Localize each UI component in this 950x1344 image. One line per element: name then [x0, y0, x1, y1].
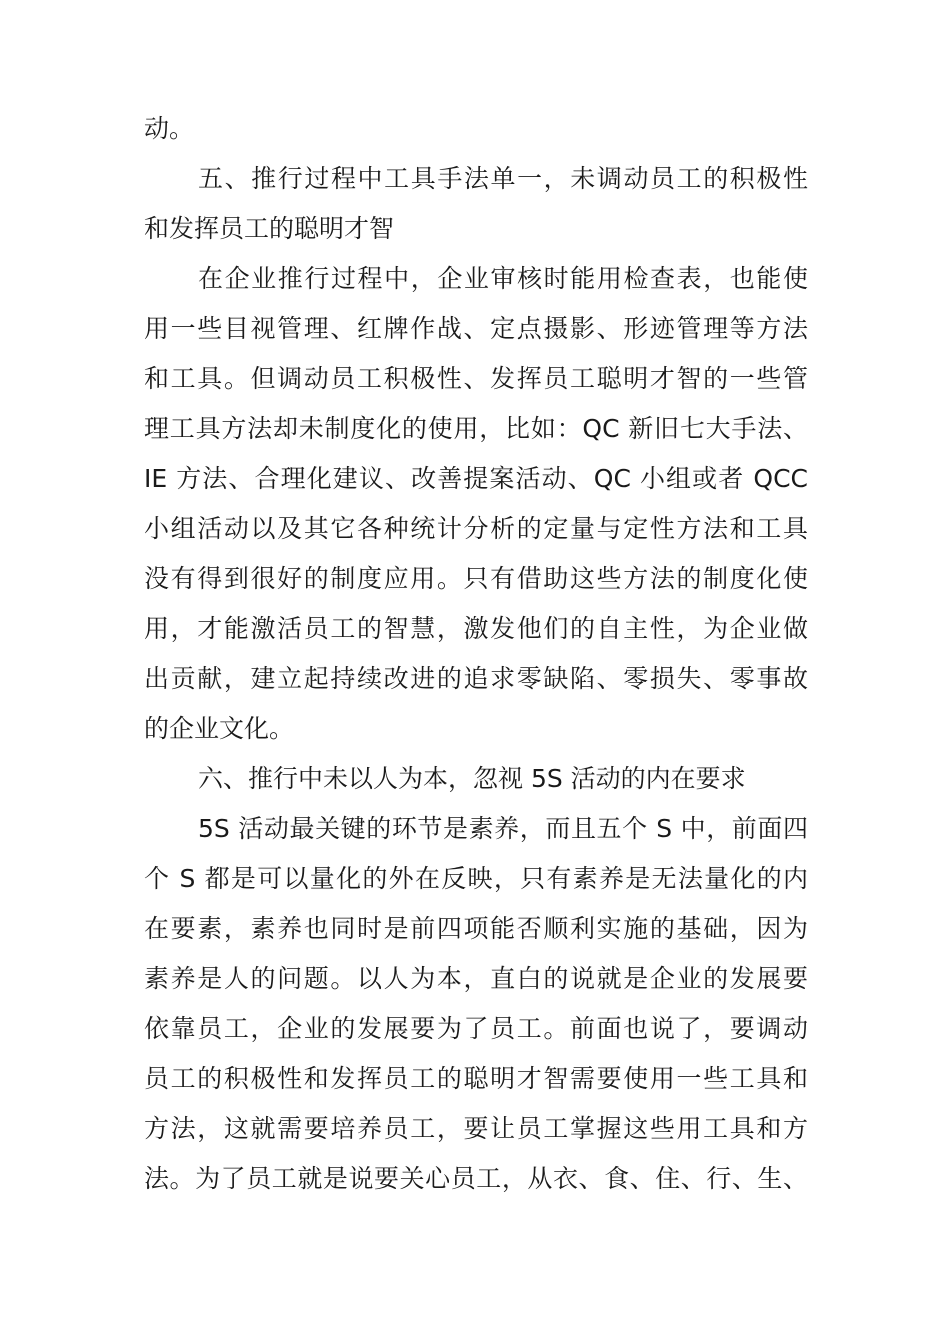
body-text	[144, 104, 808, 1204]
paragraph-line: 和工具。但调动员工积极性、发挥员工聪明才智的一些管	[144, 364, 808, 393]
paragraph-line: 没有得到很好的制度应用。只有借助这些方法的制度化使	[144, 564, 808, 593]
paragraph-line: IE 方法、合理化建议、改善提案活动、QC 小组或者 QCC	[144, 464, 808, 493]
paragraph-line: 小组活动以及其它各种统计分析的定量与定性方法和工具	[144, 514, 808, 543]
paragraph-line: 用一些目视管理、红牌作战、定点摄影、形迹管理等方法	[144, 314, 808, 343]
paragraph-line: 出贡献，建立起持续改进的追求零缺陷、零损失、零事故	[144, 664, 808, 693]
paragraph-line: 用，才能激活员工的智慧，激发他们的自主性，为企业做	[144, 614, 808, 643]
paragraph-line: 理工具方法却未制度化的使用，比如：QC 新旧七大手法、	[144, 414, 808, 443]
section-heading-line: 五、推行过程中工具手法单一，未调动员工的积极性	[198, 164, 808, 193]
paragraph-line: 在企业推行过程中，企业审核时能用检查表，也能使	[198, 264, 808, 293]
section-heading-line: 六、推行中未以人为本，忽视 5S 活动的内在要求	[198, 764, 746, 793]
paragraph-line: 5S 活动最关键的环节是素养，而且五个 S 中，前面四	[198, 814, 808, 843]
paragraph-line: 的企业文化。	[144, 714, 295, 743]
paragraph-line: 个 S 都是可以量化的外在反映，只有素养是无法量化的内	[144, 864, 808, 893]
section-heading-line: 和发挥员工的聪明才智	[144, 214, 395, 243]
paragraph-line: 方法，这就需要培养员工，要让员工掌握这些用工具和方	[144, 1114, 808, 1143]
paragraph-line: 依靠员工，企业的发展要为了员工。前面也说了，要调动	[144, 1014, 808, 1043]
paragraph-line: 在要素，素养也同时是前四项能否顺利实施的基础，因为	[144, 914, 808, 943]
paragraph-line: 素养是人的问题。以人为本，直白的说就是企业的发展要	[144, 964, 808, 993]
paragraph-line: 法。为了员工就是说要关心员工，从衣、食、住、行、生、	[144, 1164, 808, 1193]
paragraph-line: 员工的积极性和发挥员工的聪明才智需要使用一些工具和	[144, 1064, 808, 1093]
paragraph-line: 动。	[144, 114, 195, 143]
